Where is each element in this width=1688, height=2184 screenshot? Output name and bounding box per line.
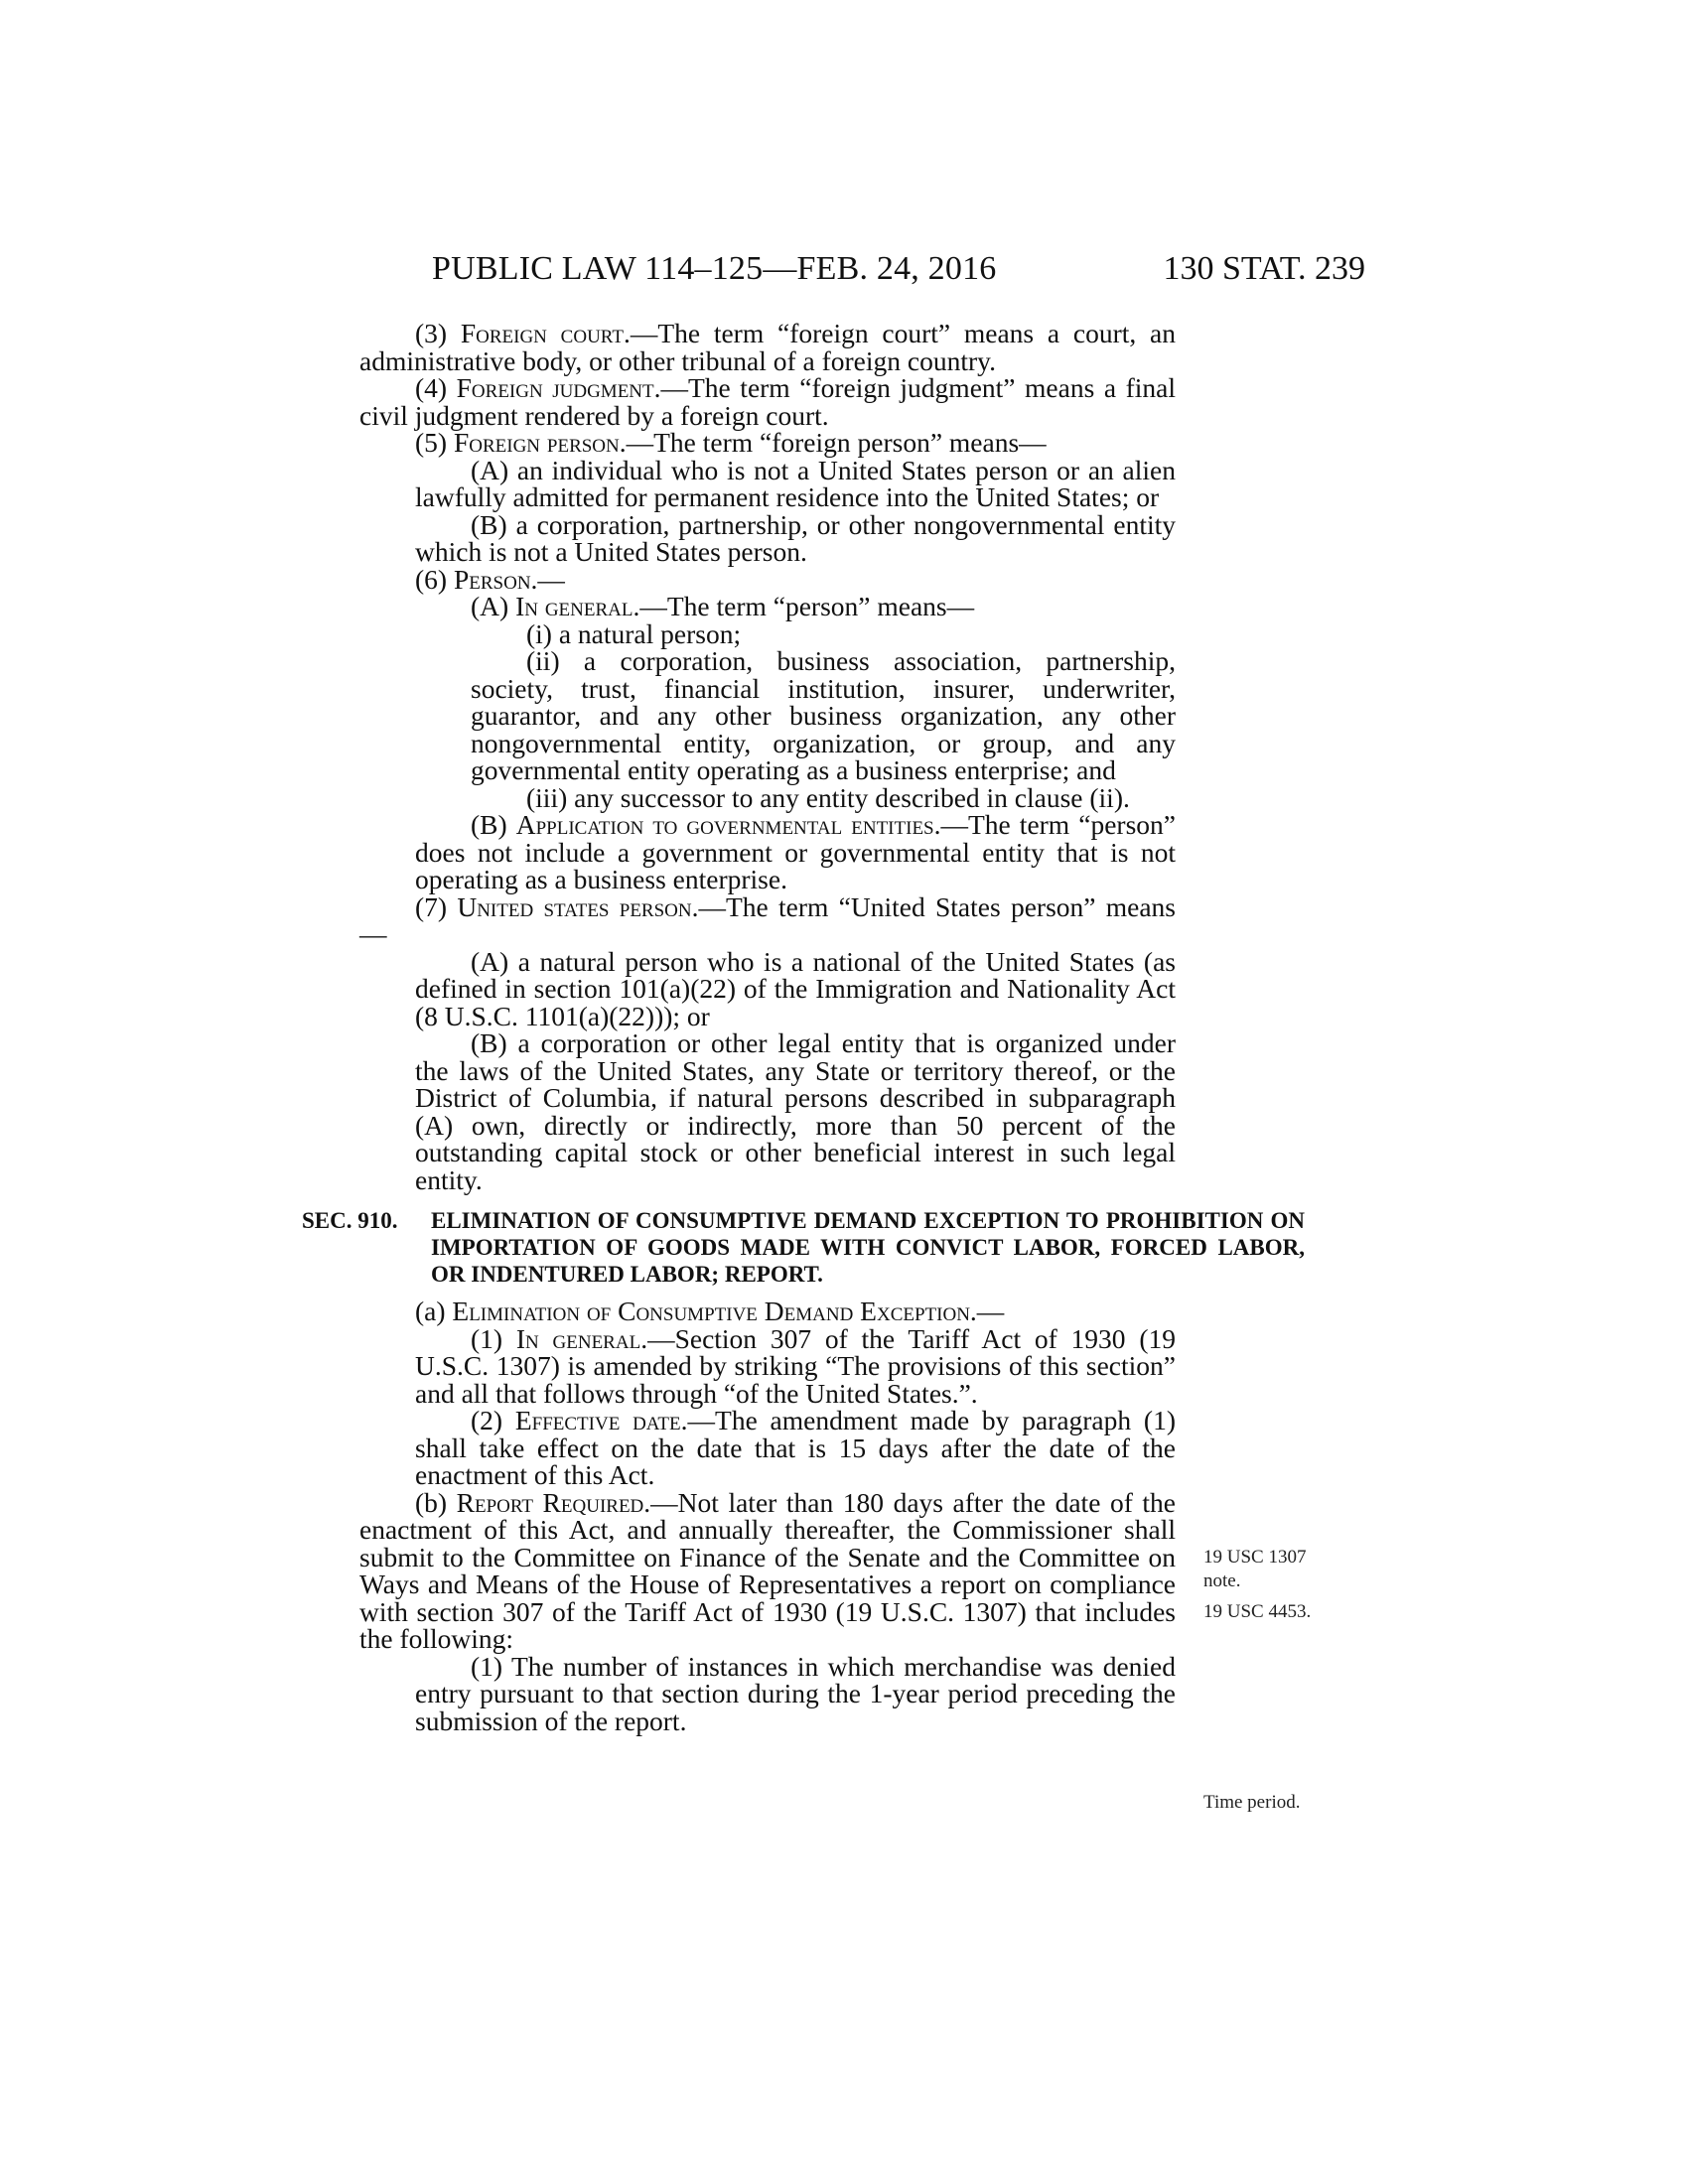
subparagraph-7a: (A) a natural person who is a national of the United States (as defined in section 101(a)(22) of the Immigration and Nationality Act (8 U.S.C. 1101(a)(22))); or [415,945,1176,1031]
paragraph-5: (5) Foreign person.—The term “foreign person” means— [415,427,1047,458]
margin-note-usc-1307: 19 USC 1307 note. [1203,1547,1307,1591]
paragraph-7: (7) United states person.—The term “United States person” means— [359,890,1176,949]
paragraph-3: (3) Foreign court.—The term “foreign court” means a court, an administrative body, or other tribunal of a foreign country. [359,318,1176,376]
paragraph-6: (6) Person.— [415,563,565,595]
clause-6a-ii: (ii) a corporation, business association, partnership, society, trust, financial institution, insurer, underwriter, guarantor, and any other business organization, any other nongovernmental entity, organization, or group, and any governmental entity operating as a business enterprise; and [471,645,1176,785]
running-title: PUBLIC LAW 114–125—FEB. 24, 2016 [432,250,997,287]
subparagraph-6a: (A) In general.—The term “person” means— [471,591,975,621]
margin-note-usc-4453: 19 USC 4453. [1203,1601,1312,1622]
section-heading [302,1207,1305,1288]
subparagraph-5b: (B) a corporation, partnership, or other nongovernmental entity which is not a United States person. [415,508,1176,567]
clause-6a-iii: (iii) any successor to any entity described in clause (ii). [526,781,1130,813]
margin-note-time-period: Time period. [1203,1792,1301,1813]
section-title: ELIMINATION OF CONSUMPTIVE DEMAND EXCEPTION TO PROHIBITION ON IMPORTATION OF GOODS MADE WITH CONVICT LABOR, FORCED LABOR, OR INDENTURED LABOR; REPORT. [431,1208,1305,1287]
paragraph-a1: (1) In general.—Section 307 of the Tariff Act of 1930 (19 U.S.C. 1307) is amended by striking “The provisions of this section” and all that follows through “of the United States.”. [415,1322,1176,1409]
subparagraph-5a: (A) an individual who is not a United States person or an alien lawfully admitted for permanent residence into the United States; or [415,454,1176,512]
clause-6a-i: (i) a natural person; [526,617,742,649]
page-citation: 130 STAT. 239 [1163,250,1365,287]
subparagraph-6b: (B) Application to governmental entities.—The term “person” does not include a government or governmental entity that is not operating as a business enterprise. [415,809,1176,894]
paragraph-b1: (1) The number of instances in which merchandise was denied entry pursuant to that section during the 1-year period preceding the submission of the report. [415,1650,1176,1736]
subsection-b: (b) Report Required.—Not later than 180 days after the date of the enactment of this Act, and annually thereafter, the Commissioner shall submit to the Committee on Finance of the Senate and the Committee on Ways and Means of the House of Representatives a report on compliance with section 307 of the Tariff Act of 1930 (19 U.S.C. 1307) that includes the following: [359,1486,1177,1654]
paragraph-4: (4) Foreign judgment.—The term “foreign judgment” means a final civil judgment rendered by a foreign court. [359,372,1176,431]
paragraph-a2: (2) Effective date.—The amendment made by paragraph (1) shall take effect on the date that is 15 days after the date of the enactment of this Act. [415,1405,1176,1490]
subparagraph-7b: (B) a corporation or other legal entity that is organized under the laws of the United States, any State or territory thereof, or the District of Columbia, if natural persons described in subparagraph (A) own, directly or indirectly, more than 50 percent of the outstanding capital stock or other beneficial interest in such legal entity. [415,1027,1176,1195]
subsection-a: (a) Elimination of Consumptive Demand Exception.— [415,1296,1005,1326]
section-number: SEC. 910. [302,1208,398,1233]
